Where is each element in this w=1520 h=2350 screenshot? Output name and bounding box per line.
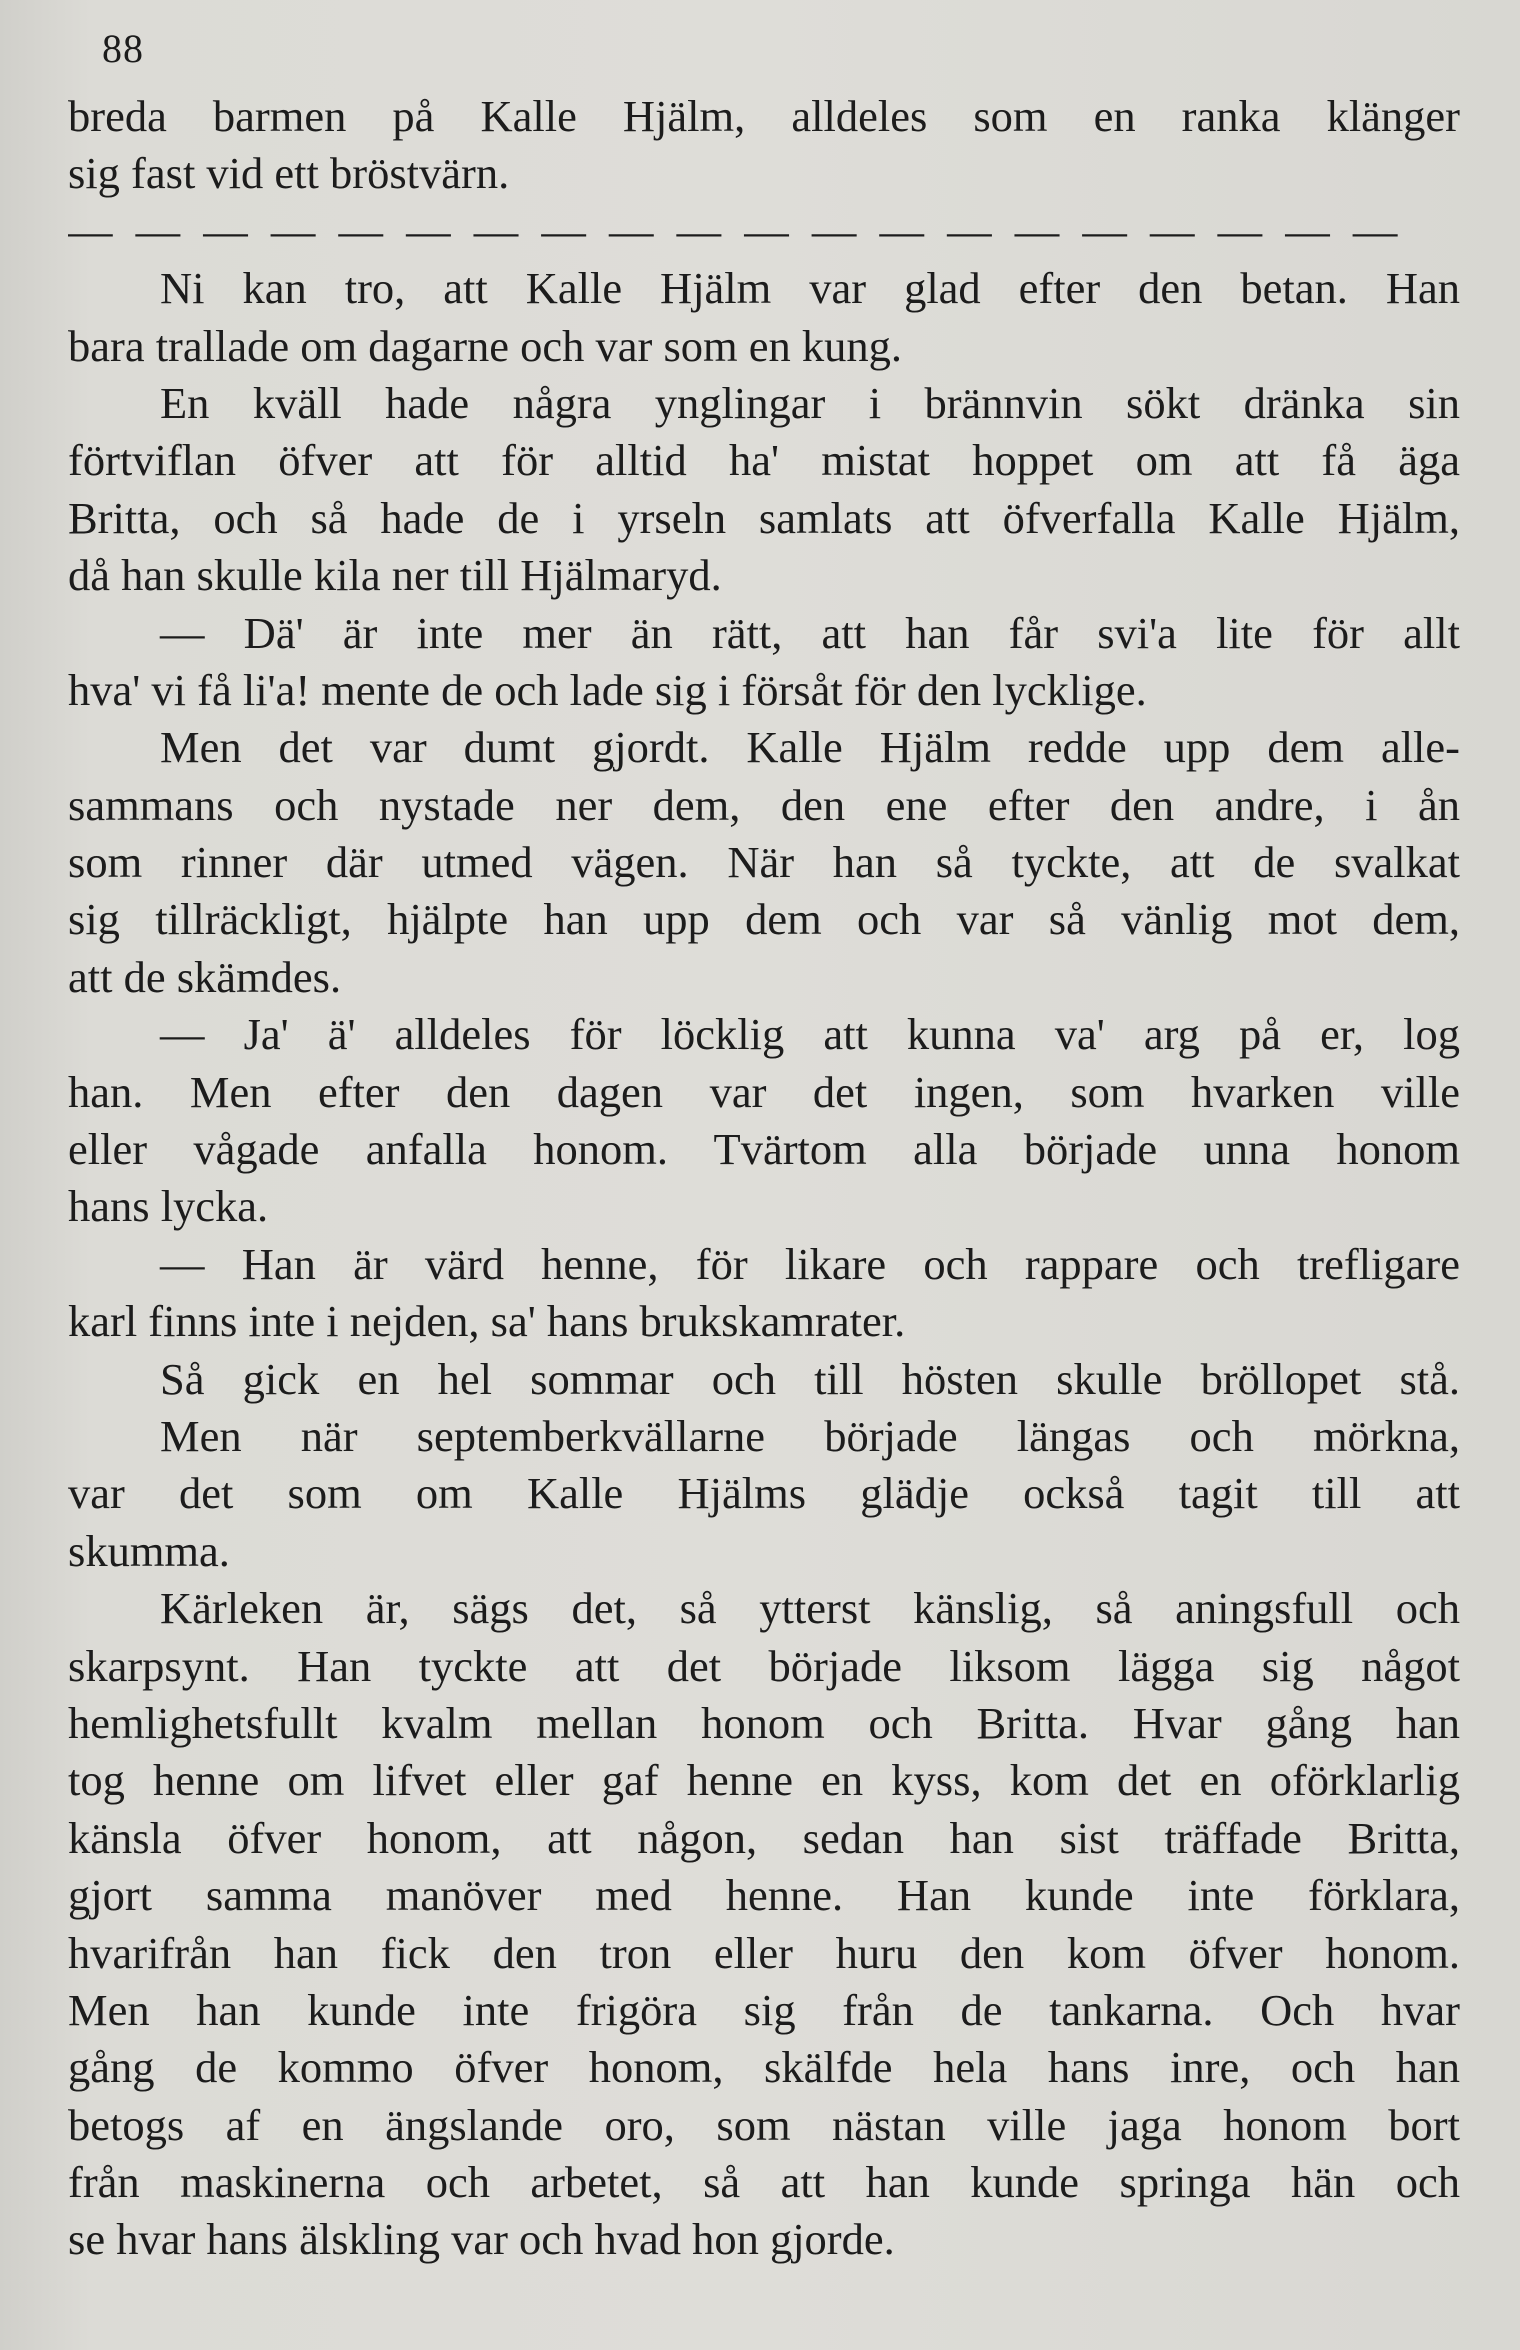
text-line: se hvar hans älskling var och hvad hon gjorde. bbox=[68, 2214, 895, 2265]
text-line: En kväll hade några ynglingar i brännvin sökt dränka sin bbox=[160, 377, 1460, 428]
text-line: Så gick en hel sommar och till hösten skulle bröllopet stå. bbox=[160, 1353, 1460, 1404]
text-line: skarpsynt. Han tyckte att det började liksom lägga sig något bbox=[68, 1640, 1460, 1691]
text-line: — Ja' ä' alldeles för löcklig att kunna va' arg på er, log bbox=[160, 1009, 1460, 1060]
text-line: betogs af en ängslande oro, som nästan ville jaga honom bort bbox=[68, 2099, 1460, 2150]
text-line: bara trallade om dagarne och var som en kung. bbox=[68, 320, 903, 371]
text-line: sig fast vid ett bröstvärn. bbox=[68, 148, 510, 199]
text-line: eller vågade anfalla honom. Tvärtom alla började unna honom bbox=[68, 1124, 1460, 1175]
text-line: Kärleken är, sägs det, så ytterst känslig, så aningsfull och bbox=[160, 1583, 1460, 1634]
text-line: hvarifrån han fick den tron eller huru den kom öfver honom. bbox=[68, 1927, 1460, 1978]
text-line: gång de kommo öfver honom, skälfde hela hans inre, och han bbox=[68, 2042, 1460, 2093]
page-number: 88 bbox=[102, 26, 144, 71]
text-line: — Dä' är inte mer än rätt, att han får svi'a lite för allt bbox=[160, 607, 1460, 658]
text-line: hemlighetsfullt kvalm mellan honom och Britta. Hvar gång han bbox=[68, 1697, 1460, 1748]
text-line: som rinner där utmed vägen. När han så tyckte, att de svalkat bbox=[68, 837, 1460, 888]
text-line: breda barmen på Kalle Hjälm, alldeles som en ranka klänger bbox=[68, 91, 1460, 141]
text-line: att de skämdes. bbox=[68, 951, 342, 1002]
text-line: Men när septemberkvällarne började längas och mörkna, bbox=[160, 1410, 1460, 1461]
text-line: — Han är värd henne, för likare och rappare och trefligare bbox=[160, 1238, 1460, 1289]
text-line: då han skulle kila ner till Hjälmaryd. bbox=[68, 550, 722, 601]
text-line: känsla öfver honom, att någon, sedan han sist träffade Britta, bbox=[68, 1812, 1460, 1863]
section-separator: — — — — — — — — — — — — — — — — — — — — bbox=[68, 205, 1404, 256]
text-line: skumma. bbox=[68, 1525, 230, 1576]
text-line: var det som om Kalle Hjälms glädje också tagit till att bbox=[68, 1468, 1460, 1519]
text-line: karl finns inte i nejden, sa' hans brukskamrater. bbox=[68, 1296, 906, 1347]
text-line: han. Men efter den dagen var det ingen, som hvarken ville bbox=[68, 1066, 1460, 1117]
text-line: förtviflan öfver att för alltid ha' mistat hoppet om att få äga bbox=[68, 435, 1460, 486]
text-line: hans lycka. bbox=[68, 1181, 269, 1232]
text-line: Men det var dumt gjordt. Kalle Hjälm redde upp dem alle- bbox=[160, 722, 1460, 773]
text-line: Men han kunde inte frigöra sig från de tankarna. Och hvar bbox=[68, 1984, 1460, 2035]
text-line: Britta, och så hade de i yrseln samlats att öfverfalla Kalle Hjälm, bbox=[68, 492, 1460, 543]
body-text bbox=[68, 88, 1460, 2269]
text-line: Ni kan tro, att Kalle Hjälm var glad efter den betan. Han bbox=[160, 263, 1460, 314]
text-line: hva' vi få li'a! mente de och lade sig i försåt för den lycklige. bbox=[68, 664, 1147, 715]
text-line: gjort samma manöver med henne. Han kunde inte förklara, bbox=[68, 1870, 1460, 1921]
text-line: från maskinerna och arbetet, så att han kunde springa hän och bbox=[68, 2157, 1460, 2208]
text-line: tog henne om lifvet eller gaf henne en kyss, kom det en oförklarlig bbox=[68, 1755, 1460, 1806]
text-line: sammans och nystade ner dem, den ene efter den andre, i ån bbox=[68, 779, 1460, 830]
text-line: sig tillräckligt, hjälpte han upp dem och var så vänlig mot dem, bbox=[68, 894, 1460, 945]
